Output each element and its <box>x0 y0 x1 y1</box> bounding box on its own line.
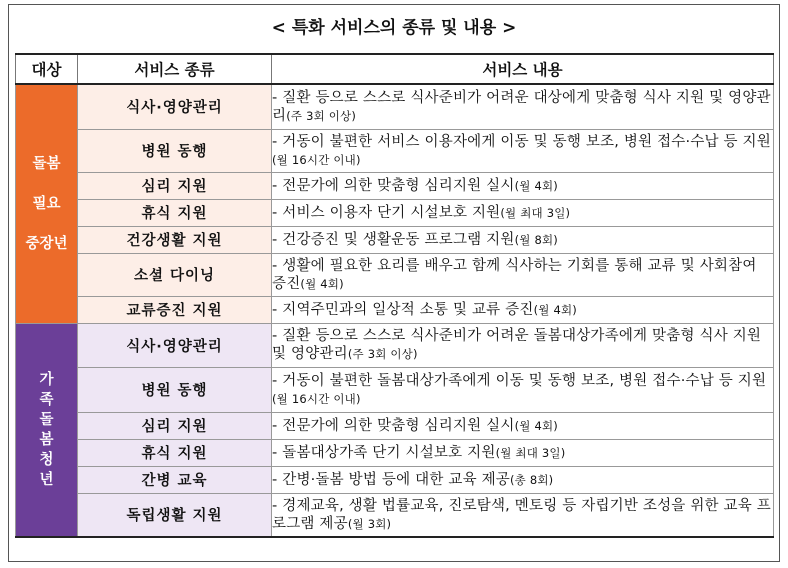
description-text: - 전문가에 의한 맞춤형 심리지원 실시 <box>272 177 515 194</box>
table-row <box>16 199 774 226</box>
service-name: 병원 동행 <box>78 367 272 412</box>
table-row <box>16 226 774 253</box>
service-description <box>272 412 774 439</box>
service-description <box>272 367 774 412</box>
group-label-line: 가 <box>39 371 54 388</box>
service-name: 심리 지원 <box>78 412 272 439</box>
service-name: 심리 지원 <box>78 172 272 199</box>
description-text: - 전문가에 의한 맞춤형 심리지원 실시 <box>272 417 515 434</box>
service-name: 식사·영양관리 <box>78 84 272 129</box>
table-row <box>16 172 774 199</box>
table-row <box>16 129 774 172</box>
description-note: (월 최대 3일) <box>495 445 566 460</box>
service-description <box>272 199 774 226</box>
table-body <box>16 84 774 537</box>
service-description <box>272 172 774 199</box>
description-note: (월 4회) <box>514 418 558 433</box>
service-name: 간병 교육 <box>78 466 272 493</box>
service-description <box>272 253 774 296</box>
service-description <box>272 323 774 367</box>
description-text: - 거동이 불편한 서비스 이용자에게 이동 및 동행 보조, 병원 접수·수납 등 지원 <box>272 133 771 150</box>
description-note: (월 4회) <box>514 178 558 193</box>
service-name: 독립생활 지원 <box>78 493 272 537</box>
description-note: (월 4회) <box>533 302 577 317</box>
description-note: (월 4회) <box>300 276 344 291</box>
table-row <box>16 367 774 412</box>
description-text: - 건강증진 및 생활운동 프로그램 지원 <box>272 231 515 248</box>
group-label-2 <box>16 323 78 537</box>
description-text: - 간병·돌봄 방법 등에 대한 교육 제공 <box>272 471 510 488</box>
description-text: - 서비스 이용자 단기 시설보호 지원 <box>272 204 501 221</box>
description-note: (주 3회 이상) <box>286 108 357 123</box>
description-text: - 생활에 필요한 요리를 배우고 함께 식사하는 기회를 통해 교류 및 사회참여 증진 <box>272 257 757 292</box>
table-row <box>16 296 774 323</box>
description-text: - 거동이 불편한 돌봄대상가족에게 이동 및 동행 보조, 병원 접수·수납 등 지원 <box>272 372 767 389</box>
service-name: 교류증진 지원 <box>78 296 272 323</box>
description-text: - 질환 등으로 스스로 식사준비가 어려운 대상에게 맞춤형 식사 지원 및 영양관리 <box>272 89 771 124</box>
table-row <box>16 439 774 466</box>
service-name: 병원 동행 <box>78 129 272 172</box>
table-row <box>16 323 774 367</box>
group-label-line: 중장년 <box>25 235 68 252</box>
service-name: 소셜 다이닝 <box>78 253 272 296</box>
description-note: (월 3회) <box>347 516 392 531</box>
service-description <box>272 84 774 129</box>
table-row <box>16 253 774 296</box>
table-row <box>16 84 774 129</box>
description-note: (월 최대 3일) <box>500 205 571 220</box>
service-description <box>272 493 774 537</box>
page-title: < 특화 서비스의 종류 및 내용 > <box>271 18 517 38</box>
service-description <box>272 226 774 253</box>
group-label-line: 봄 <box>39 431 54 448</box>
description-note: (주 3회 이상) <box>347 347 418 361</box>
group-label-line: 족 <box>39 391 54 408</box>
service-description <box>272 296 774 323</box>
description-text: - 질환 등으로 스스로 식사준비가 어려운 돌봄대상가족에게 맞춤형 식사 지원 및 영양관리 <box>272 328 762 362</box>
description-text: - 경제교육, 생활 법률교육, 진로탐색, 멘토링 등 자립기반 조성을 위한 교육 프로그램 제공 <box>272 497 771 532</box>
group-label-line: 필요 <box>32 195 61 212</box>
service-description <box>272 439 774 466</box>
header-target: 대상 <box>16 54 78 84</box>
header-service-type: 서비스 종류 <box>78 54 272 84</box>
service-description <box>272 129 774 172</box>
service-name: 휴식 지원 <box>78 199 272 226</box>
description-text: - 돌봄대상가족 단기 시설보호 지원 <box>272 444 496 461</box>
group-label-line: 청 <box>39 451 54 468</box>
table-row <box>16 493 774 537</box>
description-note: (월 8회) <box>514 232 558 247</box>
service-table <box>15 53 774 538</box>
description-note: (총 8회) <box>510 472 554 487</box>
header-row <box>16 54 774 84</box>
group-label-line: 년 <box>39 471 54 488</box>
table-row <box>16 412 774 439</box>
description-note: (월 16시간 이내) <box>272 391 361 406</box>
service-name: 식사·영양관리 <box>78 323 272 367</box>
group-label-1 <box>16 84 78 323</box>
table-row <box>16 466 774 493</box>
service-name: 건강생활 지원 <box>78 226 272 253</box>
group-label-line: 돌봄 <box>32 155 61 172</box>
service-description <box>272 466 774 493</box>
document-frame <box>8 4 780 562</box>
service-name: 휴식 지원 <box>78 439 272 466</box>
description-text: - 지역주민과의 일상적 소통 및 교류 증진 <box>272 301 534 318</box>
group-label-line: 돌 <box>39 411 54 428</box>
header-service-content: 서비스 내용 <box>272 54 774 84</box>
description-note: (월 16시간 이내) <box>272 152 361 167</box>
